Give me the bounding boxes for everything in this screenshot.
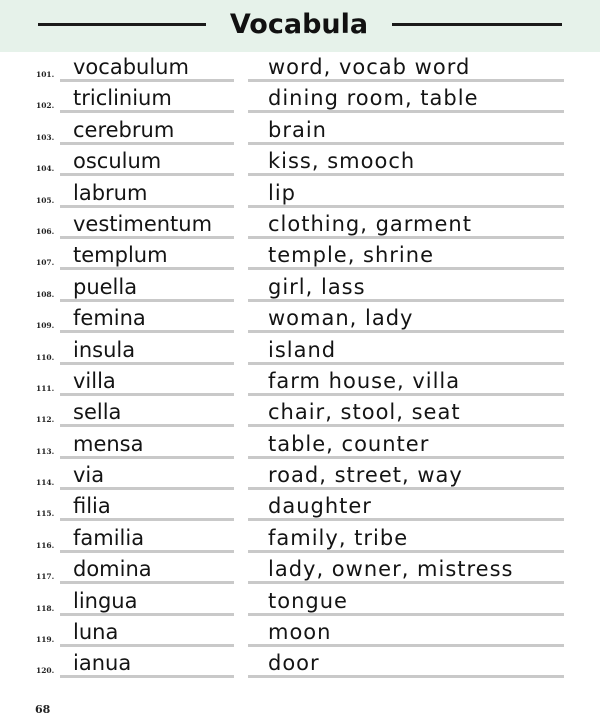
header-rule-left (38, 23, 206, 26)
latin-word: villa (73, 368, 116, 393)
header-rule-right (392, 23, 562, 26)
vocab-row (0, 303, 600, 334)
english-writing-line (248, 393, 564, 396)
vocab-row (0, 146, 600, 177)
latin-writing-line (60, 236, 234, 239)
entry-number: 118. (36, 603, 55, 613)
entry-number: 101. (36, 70, 55, 79)
english-translation: lip (268, 180, 296, 205)
english-translation: kiss, smooch (268, 149, 416, 174)
english-translation: family, tribe (268, 525, 409, 550)
english-writing-line (248, 299, 564, 302)
latin-writing-line (60, 330, 234, 333)
vocab-row (0, 460, 600, 491)
latin-writing-line (60, 487, 234, 490)
vocab-row (0, 617, 600, 648)
latin-word: osculum (73, 149, 162, 174)
latin-word: cerebrum (73, 117, 175, 142)
latin-writing-line (60, 675, 234, 678)
latin-word: insula (73, 337, 136, 362)
latin-word: familia (73, 525, 145, 550)
vocab-row (0, 83, 600, 114)
vocab-row (0, 397, 600, 428)
english-translation: table, counter (268, 431, 430, 456)
latin-word: domina (73, 557, 152, 582)
english-translation: woman, lady (268, 306, 414, 331)
latin-word: sella (73, 400, 122, 425)
vocab-row (0, 209, 600, 240)
entry-number: 107. (36, 258, 55, 268)
latin-writing-line (60, 362, 234, 365)
latin-writing-line (60, 644, 234, 647)
entry-number: 112. (36, 415, 55, 425)
english-translation: tongue (268, 588, 348, 613)
english-writing-line (248, 362, 564, 365)
english-translation: moon (268, 620, 332, 645)
english-writing-line (248, 142, 564, 145)
entry-number: 106. (36, 226, 55, 236)
english-translation: road, street, way (268, 463, 463, 488)
latin-writing-line (60, 456, 234, 459)
english-translation: chair, stool, seat (268, 400, 461, 425)
latin-word: via (73, 463, 105, 488)
english-writing-line (248, 173, 564, 176)
vocab-row (0, 366, 600, 397)
vocab-row (0, 491, 600, 522)
entry-number: 113. (36, 446, 55, 456)
vocab-row (0, 523, 600, 554)
page-title: Vocabula (229, 9, 369, 40)
entry-number: 116. (36, 540, 55, 550)
latin-writing-line (60, 205, 234, 208)
latin-word: vocabulum (73, 55, 189, 79)
latin-writing-line (60, 299, 234, 302)
english-writing-line (248, 330, 564, 333)
english-translation: door (268, 651, 320, 676)
vocabulary-list (0, 52, 600, 680)
english-writing-line (248, 550, 564, 553)
latin-word: vestimentum (73, 211, 213, 236)
latin-word: triclinium (73, 86, 172, 111)
english-translation: farm house, villa (268, 368, 461, 393)
latin-writing-line (60, 79, 234, 82)
vocab-row (0, 178, 600, 209)
english-writing-line (248, 205, 564, 208)
latin-writing-line (60, 613, 234, 616)
english-translation: brain (268, 117, 327, 142)
latin-writing-line (60, 424, 234, 427)
latin-word: mensa (73, 431, 144, 456)
latin-writing-line (60, 393, 234, 396)
vocab-row (0, 554, 600, 585)
latin-word: femina (73, 306, 146, 331)
english-writing-line (248, 581, 564, 584)
latin-word: labrum (73, 180, 148, 205)
entry-number: 108. (36, 289, 55, 299)
page-number: 68 (35, 703, 51, 716)
latin-writing-line (60, 173, 234, 176)
vocab-row (0, 335, 600, 366)
english-writing-line (248, 110, 564, 113)
english-writing-line (248, 456, 564, 459)
vocab-row (0, 586, 600, 617)
latin-word: luna (73, 620, 119, 645)
entry-number: 109. (36, 321, 55, 331)
vocab-row (0, 115, 600, 146)
english-writing-line (248, 487, 564, 490)
entry-number: 103. (36, 132, 55, 142)
english-writing-line (248, 644, 564, 647)
entry-number: 114. (36, 478, 55, 488)
latin-word: templum (73, 243, 168, 268)
english-writing-line (248, 424, 564, 427)
latin-writing-line (60, 267, 234, 270)
english-writing-line (248, 79, 564, 82)
english-writing-line (248, 675, 564, 678)
english-translation: girl, lass (268, 274, 366, 299)
entry-number: 117. (36, 572, 55, 582)
english-translation: word, vocab word (268, 55, 471, 79)
latin-word: puella (73, 274, 138, 299)
english-writing-line (248, 613, 564, 616)
entry-number: 115. (36, 509, 55, 519)
latin-writing-line (60, 581, 234, 584)
entry-number: 105. (36, 195, 55, 205)
english-translation: lady, owner, mistress (268, 557, 514, 582)
english-translation: island (268, 337, 337, 362)
english-translation: clothing, garment (268, 211, 472, 236)
entry-number: 120. (36, 666, 55, 676)
latin-writing-line (60, 550, 234, 553)
vocab-row (0, 240, 600, 271)
latin-writing-line (60, 142, 234, 145)
latin-writing-line (60, 518, 234, 521)
entry-number: 119. (36, 635, 55, 645)
latin-writing-line (60, 110, 234, 113)
english-writing-line (248, 267, 564, 270)
english-translation: daughter (268, 494, 372, 519)
entry-number: 110. (36, 352, 55, 362)
page-header (0, 0, 600, 52)
entry-number: 111. (36, 383, 55, 393)
vocab-row (0, 648, 600, 679)
english-translation: dining room, table (268, 86, 479, 111)
latin-word: lingua (73, 588, 138, 613)
vocab-row (0, 272, 600, 303)
entry-number: 104. (36, 164, 55, 174)
vocab-row (0, 52, 600, 83)
english-writing-line (248, 518, 564, 521)
entry-number: 102. (36, 101, 55, 111)
latin-word: ianua (73, 651, 132, 676)
english-writing-line (248, 236, 564, 239)
vocab-row (0, 429, 600, 460)
latin-word: filia (73, 494, 111, 519)
english-translation: temple, shrine (268, 243, 434, 268)
